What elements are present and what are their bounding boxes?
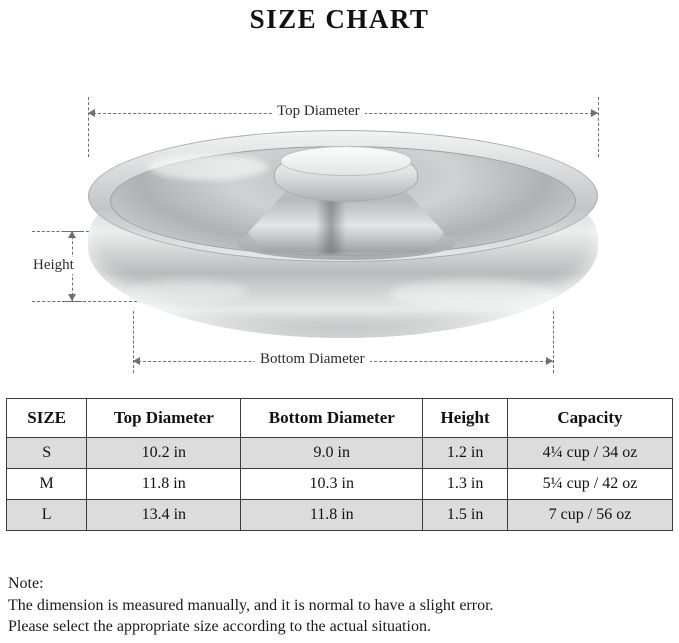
- top-diameter-arrow-right: [591, 109, 598, 117]
- note-heading: Note:: [8, 575, 44, 592]
- note-line-1: The dimension is measured manually, and it is normal to have a slight error.: [8, 596, 494, 614]
- size-table-wrapper: [6, 398, 673, 531]
- note-block: [8, 573, 673, 638]
- highlight-lower-left: [128, 280, 248, 302]
- header-height: Height: [423, 399, 508, 438]
- size-table-head: [7, 399, 673, 438]
- cell-capacity: 4¼ cup / 34 oz: [507, 438, 672, 469]
- cell-top-diameter: 11.8 in: [87, 469, 241, 500]
- cell-capacity: 7 cup / 56 oz: [507, 500, 672, 531]
- height-arrow-up: [68, 231, 76, 238]
- cell-top-diameter: 13.4 in: [87, 500, 241, 531]
- cell-size: M: [7, 469, 87, 500]
- cell-bottom-diameter: 11.8 in: [241, 500, 423, 531]
- bowl-illustration: [88, 130, 598, 345]
- top-diameter-right-extension: [598, 97, 599, 157]
- page-title: SIZE CHART: [249, 4, 430, 34]
- product-diagram: [0, 35, 679, 380]
- cell-top-diameter: 10.2 in: [87, 438, 241, 469]
- bottom-diameter-arrow-left: [133, 357, 140, 365]
- table-row: [7, 469, 673, 500]
- height-label: Height: [28, 257, 79, 274]
- note-line-2: Please select the appropriate size according to the actual situation.: [8, 618, 431, 636]
- table-row: [7, 438, 673, 469]
- top-diameter-label: Top Diameter: [272, 103, 365, 120]
- bottom-diameter-arrow-right: [546, 357, 553, 365]
- cell-capacity: 5¼ cup / 42 oz: [507, 469, 672, 500]
- highlight-lower-right: [388, 280, 558, 308]
- table-row: [7, 500, 673, 531]
- header-top-diameter: Top Diameter: [87, 399, 241, 438]
- cell-height: 1.5 in: [423, 500, 508, 531]
- center-knob-top: [280, 146, 412, 176]
- cell-size: L: [7, 500, 87, 531]
- header-bottom-diameter: Bottom Diameter: [241, 399, 423, 438]
- cell-bottom-diameter: 9.0 in: [241, 438, 423, 469]
- cell-height: 1.2 in: [423, 438, 508, 469]
- highlight-upper-left: [148, 154, 268, 180]
- cell-height: 1.3 in: [423, 469, 508, 500]
- bottom-diameter-label: Bottom Diameter: [255, 351, 370, 368]
- cell-size: S: [7, 438, 87, 469]
- table-header-row: [7, 399, 673, 438]
- height-arrow-down: [68, 294, 76, 301]
- header-capacity: Capacity: [507, 399, 672, 438]
- cell-bottom-diameter: 10.3 in: [241, 469, 423, 500]
- size-table-body: [7, 438, 673, 531]
- header-size: SIZE: [7, 399, 87, 438]
- height-tick-bottom: [62, 301, 82, 302]
- size-table: [6, 398, 673, 531]
- top-diameter-arrow-left: [88, 109, 95, 117]
